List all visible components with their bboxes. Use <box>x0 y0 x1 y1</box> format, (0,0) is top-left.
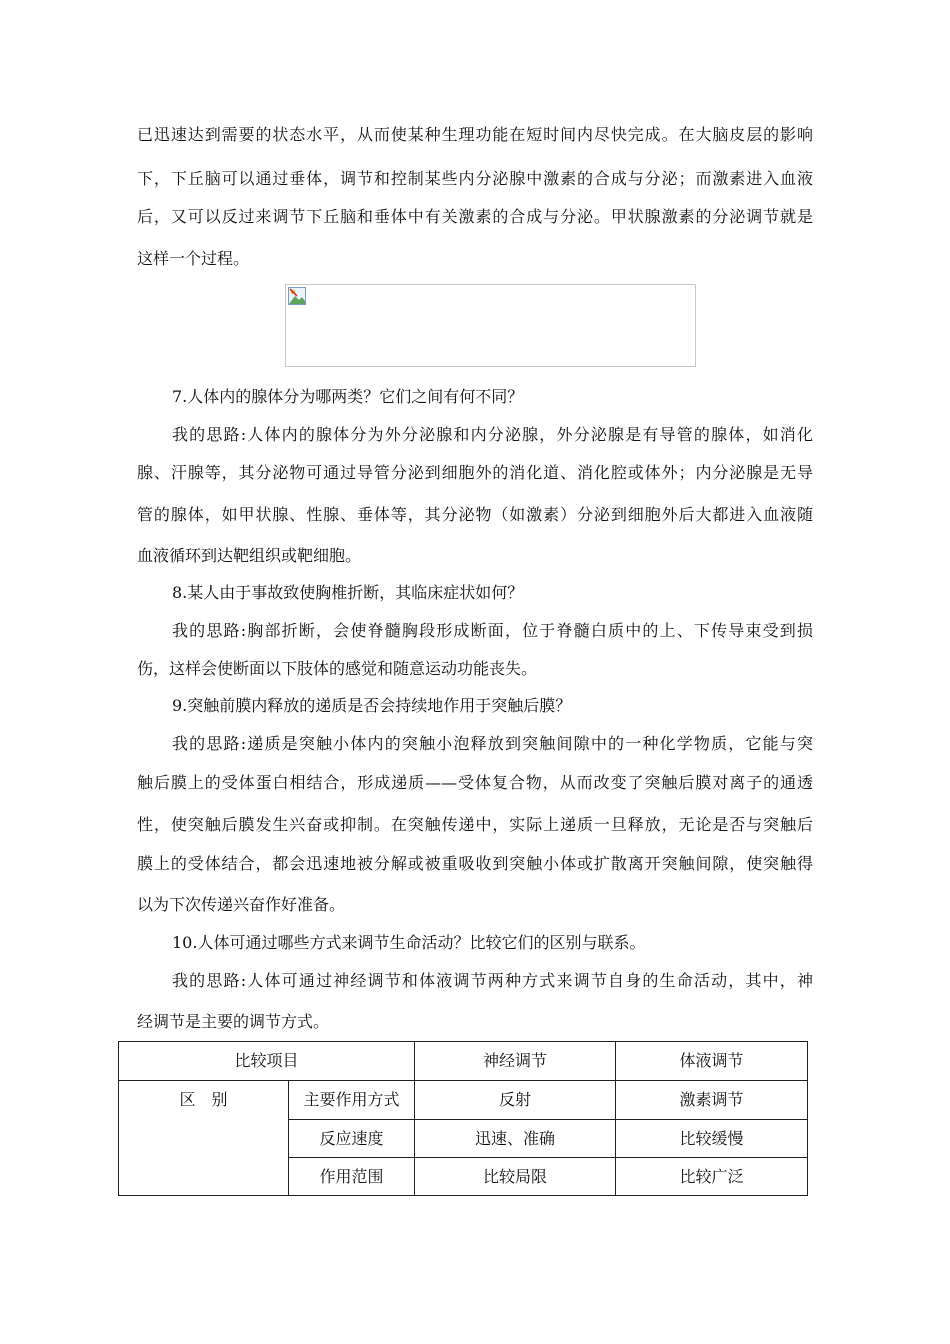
comparison-table <box>118 1041 808 1196</box>
answer-7-line: 管的腺体，如甲状腺、性腺、垂体等，其分泌物（如激素）分泌到细胞外后大都进入血液随 <box>137 505 813 524</box>
table-header-row <box>119 1042 808 1081</box>
table-cell: 主要作用方式 <box>289 1081 415 1120</box>
answer-10-line: 经调节是主要的调节方式。 <box>137 1012 330 1031</box>
question-8: 8.某人由于事故致使胸椎折断，其临床症状如何？ <box>172 583 524 602</box>
paragraph-line: 已迅速达到需要的状态水平，从而使某种生理功能在短时间内尽快完成。在大脑皮层的影响 <box>137 125 813 144</box>
answer-9-line: 性，使突触后膜发生兴奋或抑制。在突触传递中，实际上递质一旦释放，无论是否与突触后 <box>137 815 813 834</box>
question-9: 9.突触前膜内释放的递质是否会持续地作用于突触后膜？ <box>172 696 572 715</box>
table-group-cell: 区 别 <box>119 1081 289 1196</box>
table-header-cell: 体液调节 <box>616 1042 808 1081</box>
question-7: 7.人体内的腺体分为哪两类？它们之间有何不同？ <box>172 387 524 406</box>
table-row <box>119 1081 808 1120</box>
question-10: 10.人体可通过哪些方式来调节生命活动？比较它们的区别与联系。 <box>172 933 646 952</box>
answer-9-line: 触后膜上的受体蛋白相结合，形成递质——受体复合物，从而改变了突触后膜对离子的通透 <box>137 773 813 792</box>
table-cell: 比较缓慢 <box>616 1120 808 1158</box>
answer-9-line: 以为下次传递兴奋作好准备。 <box>137 895 346 914</box>
paragraph-line: 这样一个过程。 <box>137 249 250 268</box>
answer-9-line: 膜上的受体结合，都会迅速地被分解或被重吸收到突触小体或扩散离开突触间隙，使突触得 <box>137 854 813 873</box>
table-header-cell: 比较项目 <box>119 1042 415 1081</box>
table-cell: 比较广泛 <box>616 1158 808 1196</box>
answer-10-line: 我的思路:人体可通过神经调节和体液调节两种方式来调节自身的生命活动，其中，神 <box>172 971 813 990</box>
paragraph-line: 下，下丘脑可以通过垂体，调节和控制某些内分泌腺中激素的合成与分泌；而激素进入血液 <box>137 169 813 188</box>
paragraph-line: 后，又可以反过来调节下丘脑和垂体中有关激素的合成与分泌。甲状腺激素的分泌调节就是 <box>137 207 813 226</box>
table-cell: 作用范围 <box>289 1158 415 1196</box>
answer-8-line: 伤，这样会使断面以下肢体的感觉和随意运动功能丧失。 <box>137 659 538 678</box>
table-header-cell: 神经调节 <box>415 1042 616 1081</box>
answer-9-line: 我的思路:递质是突触小体内的突触小泡释放到突触间隙中的一种化学物质，它能与突 <box>172 734 813 753</box>
answer-7-line: 血液循环到达靶组织或靶细胞。 <box>137 546 362 565</box>
table-cell: 比较局限 <box>415 1158 616 1196</box>
table-cell: 反射 <box>415 1081 616 1120</box>
answer-7-line: 腺、汗腺等，其分泌物可通过导管分泌到细胞外的消化道、消化腔或体外；内分泌腺是无导 <box>137 463 813 482</box>
answer-7-line: 我的思路:人体内的腺体分为外分泌腺和内分泌腺，外分泌腺是有导管的腺体，如消化 <box>172 425 813 444</box>
answer-8-line: 我的思路:胸部折断，会使脊髓胸段形成断面，位于脊髓白质中的上、下传导束受到损 <box>172 621 813 640</box>
broken-image-icon <box>288 287 306 305</box>
table-cell: 激素调节 <box>616 1081 808 1120</box>
image-placeholder <box>285 284 696 367</box>
table-cell: 反应速度 <box>289 1120 415 1158</box>
table-cell: 迅速、准确 <box>415 1120 616 1158</box>
